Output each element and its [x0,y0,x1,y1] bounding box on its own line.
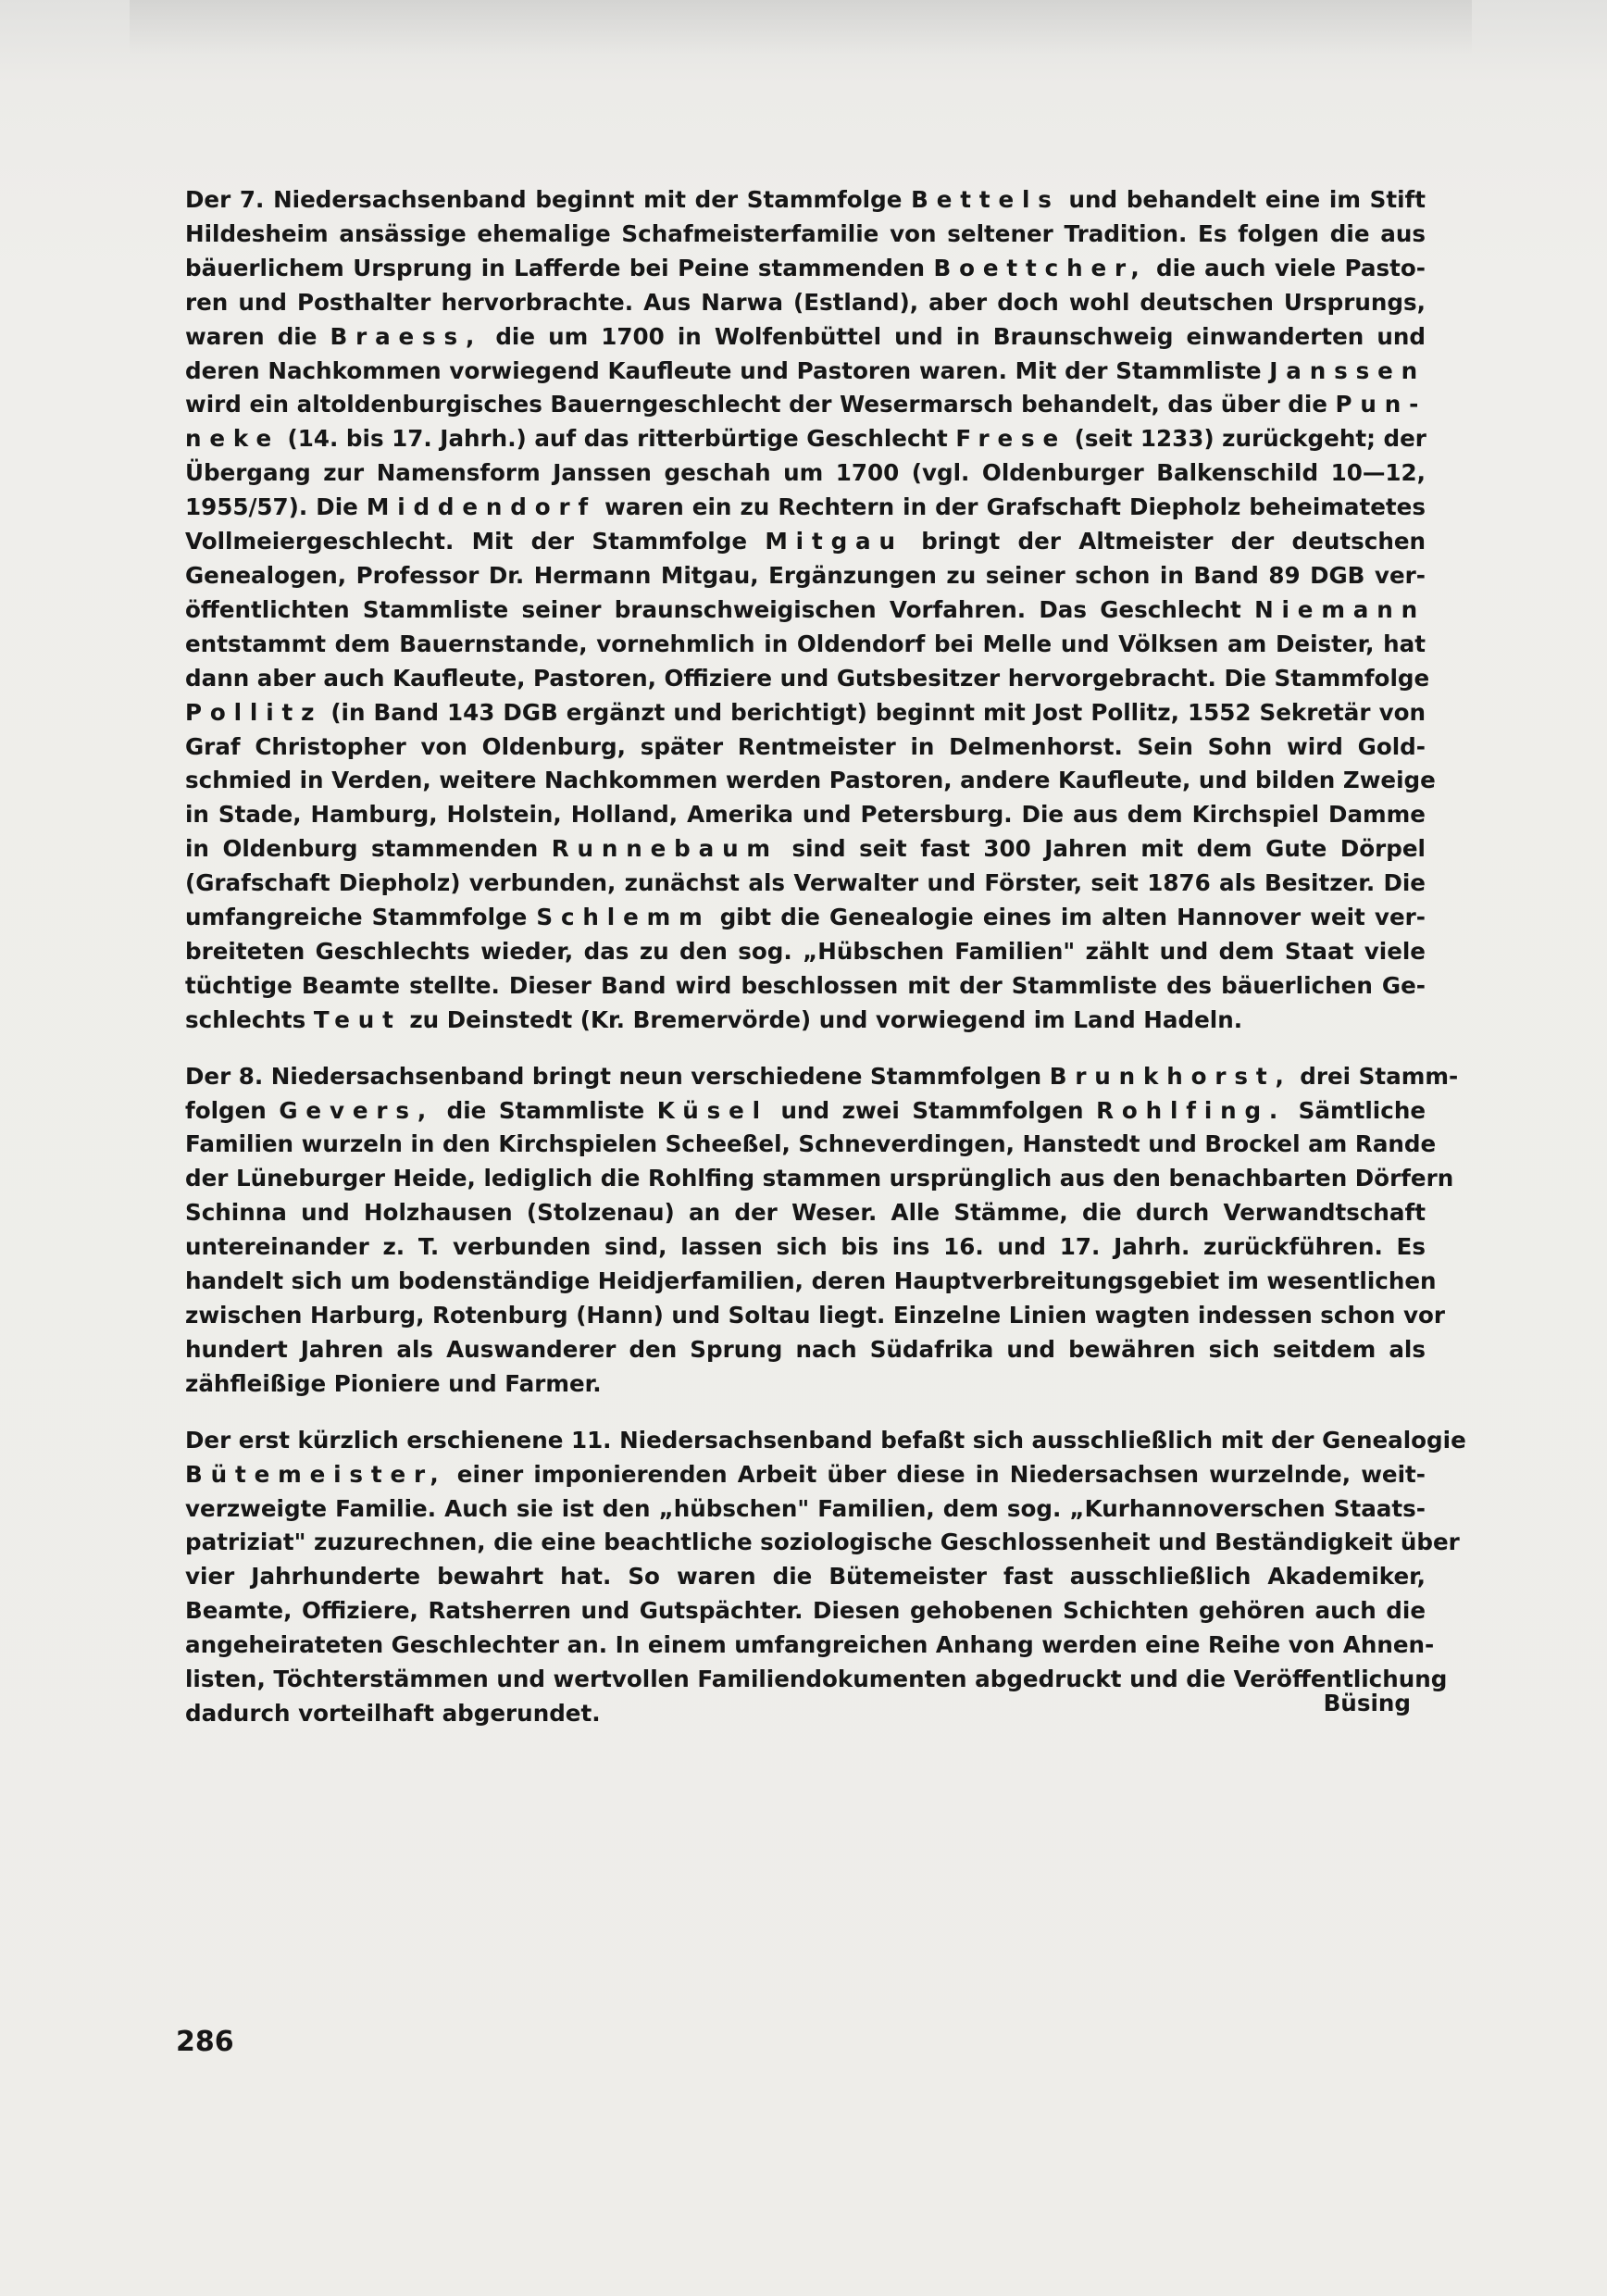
text-run: Der 7. Niedersachsenband beginnt mit der Stammfolge [185,186,912,213]
text-line [185,832,1426,867]
text-run: untereinander z. T. verbunden sind, lassen sich bis ins 16. und 17. Jahrh. zurückführen. Es [185,1233,1426,1261]
text-line [185,456,1426,491]
text-line [185,183,1426,218]
text-run: (seit 1233) zurückgeht; der [1066,425,1426,453]
text-line [185,1458,1426,1492]
text-run: Vollmeiergeschlecht. Mit der Stammfolge [185,528,766,555]
text-run: tüchtige Beamte stellte. Dieser Band wird beschlossen mit der Stammliste des bäuerlichen Ge- [185,971,1426,999]
family-name: Runnebaum [551,835,779,863]
text-line [185,662,1430,696]
text-run: Der 8. Niedersachsenband bringt neun verschiedene Stammfolgen [185,1062,1050,1090]
scan-top-shadow [130,0,1472,56]
family-name: Bettels [911,186,1060,213]
text-line [185,1230,1426,1265]
paragraph-band-8 [185,1060,1459,1402]
text-run: dadurch vorteilhaft abgerundet. [185,1699,601,1727]
text-run: (14. bis 17. Jahrh.) auf das ritterbürtige Geschlecht [280,425,956,453]
text-line [185,1333,1426,1367]
text-line [185,730,1426,765]
text-line [185,969,1426,1004]
text-run: Schinna und Holzhausen (Stolzenau) an der Weser. Alle Stämme, die durch Verwandtschaft [185,1199,1426,1227]
text-line [185,1162,1454,1196]
text-line [185,286,1426,320]
family-name: Frese [955,425,1067,453]
text-run: die Stammliste [434,1096,657,1124]
text-line [185,696,1426,730]
text-run: bringt der Altmeister der deutschen [903,528,1426,555]
text-run: sind seit fast 300 Jahren mit dem Gute Dörpel [778,835,1426,863]
text-line [185,1265,1437,1299]
family-name: Schlemm [536,904,711,931]
text-run: entstammt dem Bauernstande, vornehmlich in Oldendorf bei Melle und Völksen am Deister, hat [185,630,1426,657]
text-run: schmied in Verden, weitere Nachkommen werden Pastoren, andere Kaufleute, und bilden Zweige [185,767,1436,794]
text-line [185,1663,1448,1697]
text-run: zähfleißige Pioniere und Farmer. [185,1369,602,1397]
text-line [185,525,1426,559]
text-line [185,764,1436,798]
review-text [185,183,1466,1731]
family-name: Braess, [330,322,483,350]
page-number: 286 [176,2026,234,2058]
text-run: die um 1700 in Wolfenbüttel und in Braunschweig einwanderten und [482,322,1426,350]
family-name: neke [185,425,280,453]
text-line [185,901,1426,935]
text-run: Übergang zur Namensform Janssen geschah um 1700 (vgl. Oldenburger Balkenschild 10—12, [185,459,1426,487]
text-run: Genealogen, Professor Dr. Hermann Mitgau, Ergänzungen zu seiner schon in Band 89 DGB ver- [185,561,1426,589]
text-run: waren ein zu Rechtern in der Grafschaft Diepholz beheimatetes [596,493,1426,521]
text-line [185,388,1426,422]
text-run: zu Deinstedt (Kr. Bremervörde) und vorwiegend im Land Hadeln. [401,1005,1243,1033]
text-run: die auch viele Pasto- [1147,254,1426,281]
family-name: Janssen [1269,356,1426,384]
text-run: öffentlichten Stammliste seiner braunschweigischen Vorfahren. Das Geschlecht [185,595,1255,623]
text-run: deren Nachkommen vorwiegend Kaufleute und Pastoren waren. Mit der Stammliste [185,356,1270,384]
text-run: in Stade, Hamburg, Holstein, Holland, Amerika und Petersburg. Die aus dem Kirchspiel Damme [185,801,1426,829]
text-run: gibt die Genealogie eines im alten Hannover weit ver- [710,904,1426,931]
family-name: Gevers, [279,1096,435,1124]
text-run: 1955/57). Die [185,493,367,521]
text-line [185,1628,1435,1663]
text-run: Beamte, Offiziere, Ratsherren und Gutspächter. Diesen gehobenen Schichten gehören auch die [185,1597,1426,1625]
author-signature: Büsing [1323,1690,1411,1716]
text-line [185,491,1426,525]
text-line [185,1424,1466,1458]
text-run: breiteten Geschlechts wieder, das zu den sog. „Hübschen Familien" zählt und dem Staat viele [185,937,1426,965]
text-run: patriziat" zuzurechnen, die eine beachtliche soziologische Geschlossenheit und Beständigkeit über [185,1529,1460,1556]
text-run: schlechts [185,1005,314,1033]
text-line [185,1367,1426,1402]
text-line [185,422,1426,456]
text-run: listen, Töchterstämmen und wertvollen Familiendokumenten abgedruckt und die Veröffentlichung [185,1666,1448,1693]
text-run: handelt sich um bodenständige Heidjerfamilien, deren Hauptverbreitungsgebiet im wesentlichen [185,1267,1437,1295]
text-line [185,593,1426,628]
text-run: einer imponierenden Arbeit über diese in Niedersachsen wurzelnde, weit- [446,1460,1426,1488]
text-run: verzweigte Familie. Auch sie ist den „hübschen" Familien, dem sog. „Kurhannoverschen Staats- [185,1494,1426,1522]
family-name: Rohlfing. [1096,1096,1287,1124]
family-name: Pollitz [185,698,323,726]
family-name: Brunkhorst, [1049,1062,1292,1090]
family-name: Bütemeister, [185,1460,447,1488]
text-line [185,798,1426,832]
text-run: Graf Christopher von Oldenburg, später Rentmeister in Delmenhorst. Sein Sohn wird Gold- [185,732,1426,760]
text-line [185,935,1426,969]
text-line [185,628,1426,662]
text-run: drei Stamm- [1291,1062,1459,1090]
family-name: Boettcher, [933,254,1148,281]
text-line [185,1004,1426,1038]
text-run: und behandelt eine im Stift [1059,186,1426,213]
text-line [185,1526,1460,1560]
text-run: bäuerlichem Ursprung in Lafferde bei Peine stammenden [185,254,934,281]
text-line [185,320,1426,355]
text-run: umfangreiche Stammfolge [185,904,537,931]
paragraph-band-11 [185,1424,1466,1731]
text-line [185,1094,1426,1129]
text-run: der Lüneburger Heide, lediglich die Rohlfing stammen ursprünglich aus den benachbarten Dörfern [185,1165,1454,1192]
family-name: Pun- [1335,391,1427,418]
text-run: Sämtliche [1286,1096,1426,1124]
text-line [185,1060,1459,1094]
text-line [185,559,1426,593]
text-line [185,355,1426,389]
text-run: und zwei Stammfolgen [767,1096,1097,1124]
family-name: Middendorf [366,493,597,521]
text-line [185,1492,1426,1527]
text-run: (in Band 143 DGB ergänzt und berichtigt) beginnt mit Jost Pollitz, 1552 Sekretär von [322,698,1426,726]
text-run: dann aber auch Kaufleute, Pastoren, Offiziere und Gutsbesitzer hervorgebracht. Die Stammfolge [185,664,1430,692]
text-run: vier Jahrhunderte bewahrt hat. So waren die Bütemeister fast ausschließlich Akademiker, [185,1563,1426,1591]
paragraph-band-7 [185,183,1436,1038]
text-run: angeheirateten Geschlechter an. In einem umfangreichen Anhang werden eine Reihe von Ahnen- [185,1631,1435,1659]
family-name: Mitgau [765,528,903,555]
text-run: wird ein altoldenburgisches Bauerngeschlecht der Wesermarsch behandelt, das über die [185,391,1336,418]
text-line [185,867,1426,901]
text-run: hundert Jahren als Auswanderer den Sprung nach Südafrika und bewähren sich seitdem als [185,1335,1426,1363]
text-run: ren und Posthalter hervorbrachte. Aus Narwa (Estland), aber doch wohl deutschen Ursprungs, [185,288,1426,316]
text-line [185,1594,1426,1628]
text-run: Hildesheim ansässige ehemalige Schafmeisterfamilie von seltener Tradition. Es folgen die aus [185,219,1426,247]
text-run: in Oldenburg stammenden [185,835,552,863]
text-run: Der erst kürzlich erschienene 11. Niedersachsenband befaßt sich ausschließlich mit der Genealogie [185,1426,1466,1454]
text-line [185,1299,1446,1333]
text-line [185,218,1426,252]
text-run: zwischen Harburg, Rotenburg (Hann) und Soltau liegt. Einzelne Linien wagten indessen schon vor [185,1302,1446,1329]
text-run: waren die [185,322,330,350]
text-run: Familien wurzeln in den Kirchspielen Scheeßel, Schneverdingen, Hanstedt und Brockel am Rande [185,1130,1437,1158]
text-line [185,1196,1426,1230]
text-line [185,1128,1437,1162]
family-name: Niemann [1254,595,1426,623]
text-run: (Grafschaft Diepholz) verbunden, zunächst als Verwalter und Förster, seit 1876 als Besitzer. Die [185,869,1426,897]
text-run: folgen [185,1096,280,1124]
family-name: Küsel [656,1096,768,1124]
text-line [185,1560,1426,1594]
text-line [185,252,1426,286]
text-line [185,1697,1426,1731]
family-name: Teut [313,1005,402,1033]
